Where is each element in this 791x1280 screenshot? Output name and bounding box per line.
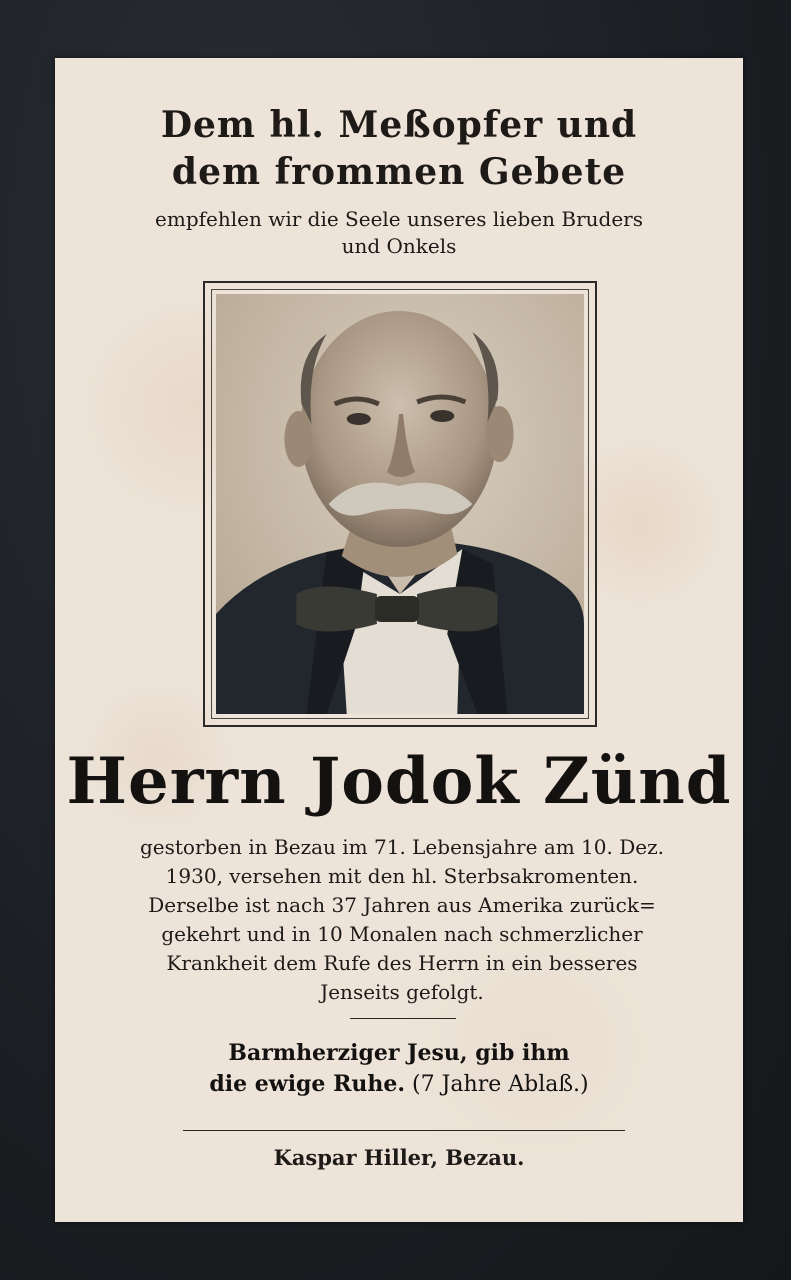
divider-long [183, 1130, 625, 1131]
obituary-line: Krankheit dem Rufe des Herrn in ein besseres [166, 951, 638, 975]
heading-line-2: dem frommen Gebete [171, 151, 627, 193]
obituary-line: gestorben in Bezau im 71. Lebensjahre am 10. Dez. [139, 835, 664, 859]
deceased-name: Herrn Jodok Zünd [66, 744, 732, 819]
portrait-frame [203, 281, 597, 727]
obituary-text [95, 833, 709, 1007]
portrait-illustration [216, 294, 584, 714]
heading-line-1: Dem hl. Meßopfer und [160, 104, 638, 146]
divider-short [350, 1018, 456, 1019]
intro-text [55, 206, 743, 260]
intro-line-1: empfehlen wir die Seele unseres lieben Bruders [155, 207, 643, 231]
memorial-card [55, 58, 743, 1222]
printer-credit: Kaspar Hiller, Bezau. [273, 1145, 525, 1170]
obituary-line: 1930, versehen mit den hl. Sterbsakromenten. [165, 864, 639, 888]
portrait-photo [216, 294, 584, 714]
obituary-line: Derselbe ist nach 37 Jahren aus Amerika zurück= [148, 893, 656, 917]
prayer-line-2 [55, 1069, 743, 1100]
intro-line-2: und Onkels [341, 234, 457, 258]
portrait-inner-frame [211, 289, 589, 719]
indulgence-note: (7 Jahre Ablaß.) [412, 1072, 589, 1097]
prayer-line-1: Barmherziger Jesu, gib ihm [228, 1040, 570, 1066]
prayer-text [55, 1038, 743, 1100]
obituary-line: gekehrt und in 10 Monalen nach schmerzlicher [161, 922, 643, 946]
obituary-line: Jenseits gefolgt. [320, 980, 484, 1004]
prayer-line-2-bold: die ewige Ruhe. [209, 1071, 406, 1097]
